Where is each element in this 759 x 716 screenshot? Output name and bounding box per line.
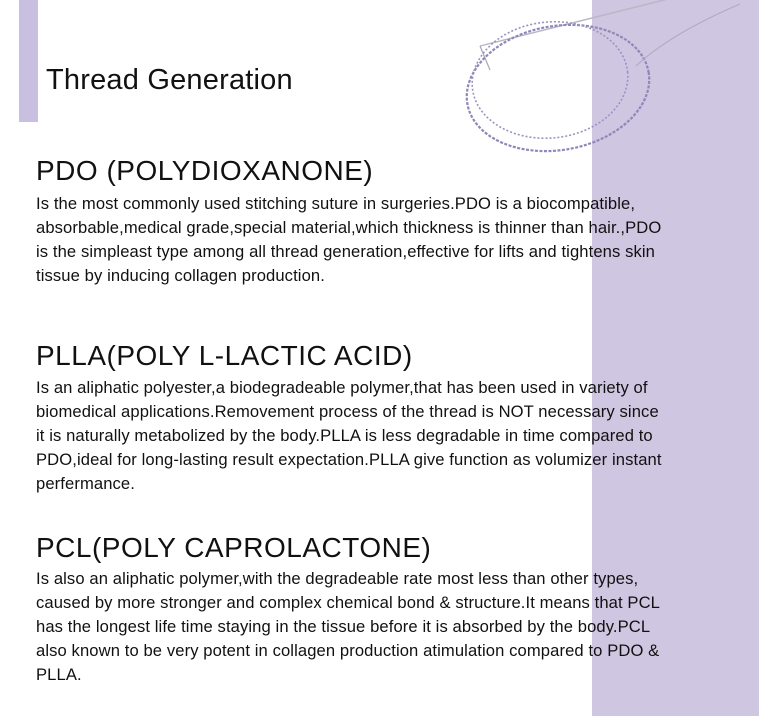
- page-title: Thread Generation: [46, 64, 293, 96]
- body-line: also known to be very potent in collagen production atimulation compared to PDO &: [36, 641, 660, 660]
- body-line: Is an aliphatic polyester,a biodegradeable polymer,that has been used in variety of: [36, 378, 648, 397]
- body-line: caused by more stronger and complex chemical bond & structure.It means that PCL: [36, 593, 661, 612]
- body-line: Is the most commonly used stitching suture in surgeries.PDO is a biocompatible,: [36, 194, 636, 213]
- thread-suture-illustration: [440, 0, 759, 200]
- body-line: perfermance.: [36, 474, 135, 493]
- body-line: biomedical applications.Removement process of the thread is NOT necessary since: [36, 402, 659, 421]
- section-heading-plla: PLLA(POLY L-LACTIC ACID): [36, 340, 413, 371]
- body-line: absorbable,medical grade,special material,which thickness is thinner than hair.,PDO: [36, 218, 662, 237]
- body-line: PLLA.: [36, 665, 82, 684]
- body-line: PDO,ideal for long-lasting result expectation.PLLA give function as volumizer instant: [36, 450, 662, 469]
- section-body-plla: [36, 376, 662, 496]
- section-heading-pcl: PCL(POLY CAPROLACTONE): [36, 532, 432, 563]
- section-body-pdo: [36, 192, 661, 288]
- body-line: tissue by inducing collagen production.: [36, 266, 325, 285]
- left-accent-bar: [19, 0, 38, 122]
- body-line: is the simpleast type among all thread generation,effective for lifts and tightens skin: [36, 242, 656, 261]
- body-line: it is naturally metabolized by the body.PLLA is less degradable in time compared to: [36, 426, 653, 445]
- body-line: Is also an aliphatic polymer,with the degradeable rate most less than other types,: [36, 569, 639, 588]
- body-line: has the longest life time staying in the tissue before it is absorbed by the body.PCL: [36, 617, 651, 636]
- section-heading-pdo: PDO (POLYDIOXANONE): [36, 155, 374, 186]
- section-body-pcl: [36, 567, 660, 687]
